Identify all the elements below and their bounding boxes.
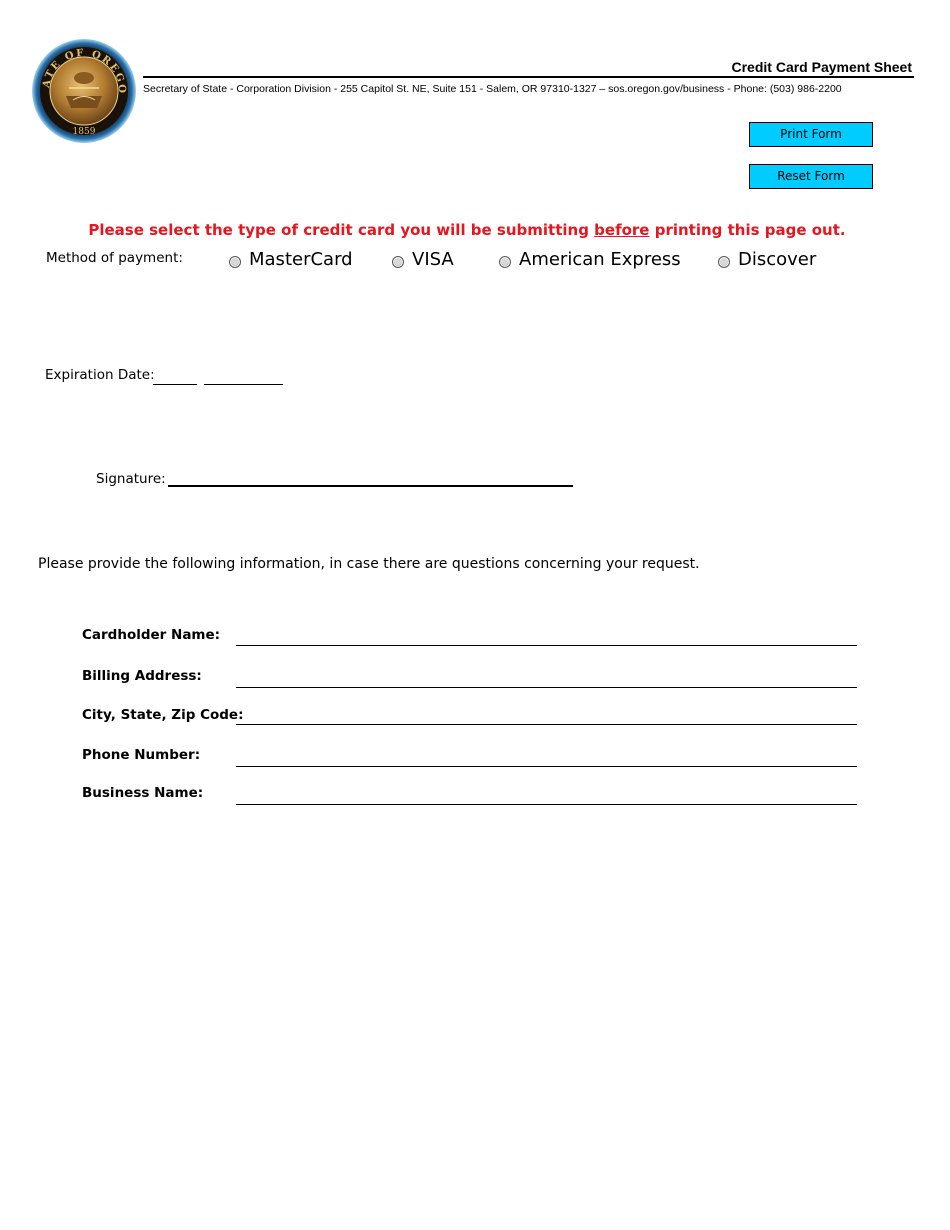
expiration-date-label: Expiration Date: [45,367,155,383]
radio-button-icon[interactable] [499,256,511,268]
oregon-state-seal [31,38,137,144]
signature-field[interactable] [168,485,573,487]
billing-address-field[interactable] [236,687,857,688]
reset-form-button[interactable]: Reset Form [749,164,873,189]
business-name-field[interactable] [236,804,857,805]
radio-button-icon[interactable] [229,256,241,268]
print-form-button[interactable]: Print Form [749,122,873,147]
business-name-label: Business Name: [82,785,204,801]
info-prompt: Please provide the following information, in case there are questions concerning your request. [38,556,700,572]
page-title: Credit Card Payment Sheet [731,59,912,75]
svg-text:STATE OF OREGON: ATE OF OREGO [41,47,128,96]
radio-label-visa: VISA [412,248,454,270]
radio-button-icon[interactable] [718,256,730,268]
radio-american-express[interactable] [499,247,681,271]
radio-label-american-express: American Express [519,248,681,270]
phone-number-label: Phone Number: [82,747,201,763]
header-divider [143,76,914,78]
radio-discover[interactable] [718,247,816,271]
radio-button-icon[interactable] [392,256,404,268]
notice-emphasis: before [594,221,650,239]
cardholder-name-field[interactable] [236,645,857,646]
seal-year: 1859 [72,127,96,137]
expiration-month-field[interactable] [153,384,197,385]
notice-text-start: Please select the type of credit card you will be submitting [88,221,595,239]
radio-mastercard[interactable] [229,247,353,271]
radio-label-discover: Discover [738,248,817,270]
expiration-year-field[interactable] [204,384,283,385]
signature-label: Signature: [96,471,166,487]
radio-visa[interactable] [392,247,454,271]
city-state-zip-label: City, State, Zip Code: [82,707,244,723]
card-type-notice [0,221,934,239]
payment-method-label: Method of payment: [46,250,183,266]
city-state-zip-field[interactable] [236,724,857,725]
radio-label-mastercard: MasterCard [249,248,353,270]
cardholder-name-label: Cardholder Name: [82,627,221,643]
phone-number-field[interactable] [236,766,857,767]
notice-text-end: printing this page out. [649,221,846,239]
billing-address-label: Billing Address: [82,668,202,684]
agency-address: Secretary of State - Corporation Division - 255 Capitol St. NE, Suite 151 - Salem, OR 97310-1327 – sos.oregon.gov/business - Phone: (503) 986-2200 [143,83,842,95]
